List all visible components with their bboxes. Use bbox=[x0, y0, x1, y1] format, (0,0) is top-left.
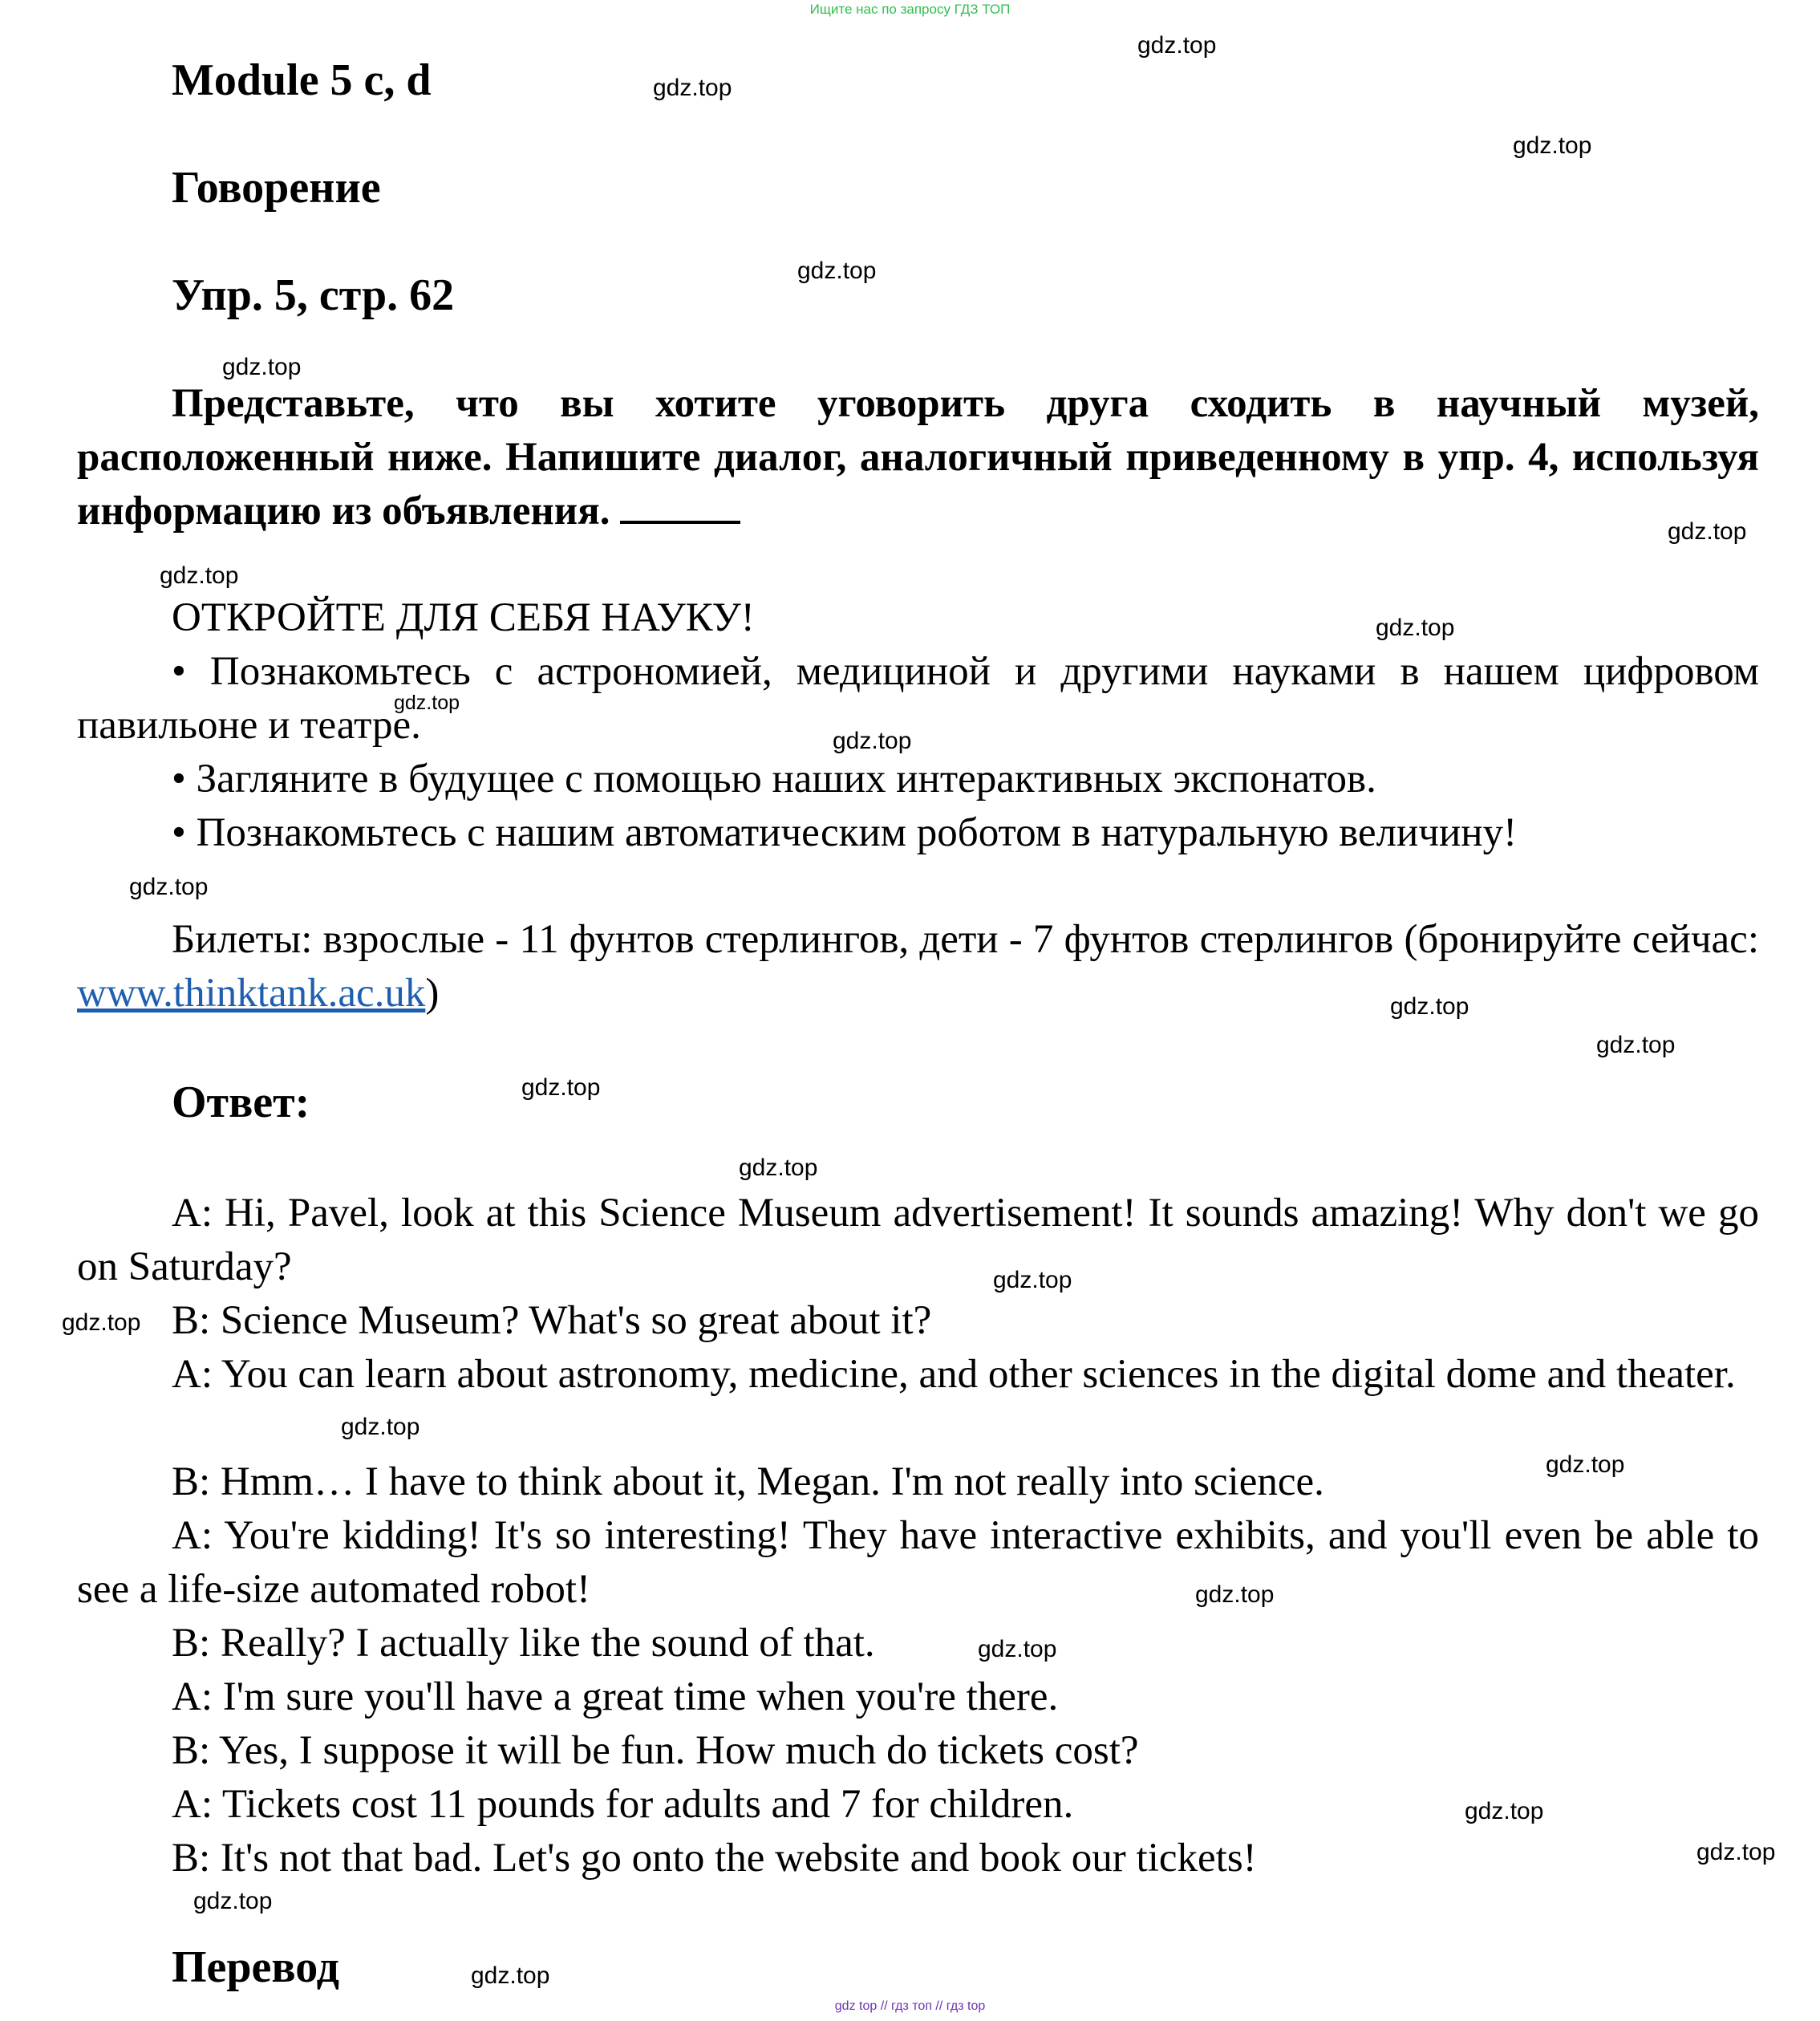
watermark: gdz.top bbox=[521, 1074, 601, 1101]
watermark: gdz.top bbox=[1546, 1451, 1625, 1478]
bottom-note: gdz top // гдз топ // гдз top bbox=[834, 1999, 986, 2013]
section-title: Говорение bbox=[172, 163, 381, 213]
watermark: gdz.top bbox=[394, 692, 460, 714]
answer-title: Ответ: bbox=[172, 1077, 310, 1127]
task-text: Представьте, что вы хотите уговорить друга сходить в научный музей, расположенный ниже. Напишите диалог, аналогичный приведенному в упр. 4, используя информацию из объявления. bbox=[77, 381, 1759, 534]
translation-title: Перевод bbox=[172, 1942, 339, 1992]
watermark: gdz.top bbox=[739, 1155, 818, 1181]
dialogue-line: A: I'm sure you'll have a great time when you're there. bbox=[172, 1674, 1059, 1719]
ad-tickets: Билеты: взрослые - 11 фунтов стерлингов, дети - 7 фунтов стерлингов (бронируйте сейчас: www.thinktank.ac.uk) bbox=[77, 917, 1759, 1016]
watermark: gdz.top bbox=[1376, 615, 1455, 641]
watermark: gdz.top bbox=[1390, 993, 1469, 1020]
watermark: gdz.top bbox=[129, 874, 209, 900]
dialogue-line: B: Science Museum? What's so great about it? bbox=[172, 1298, 932, 1343]
dialogue-line: B: Hmm… I have to think about it, Megan. I'm not really into science. bbox=[172, 1459, 1324, 1504]
watermark: gdz.top bbox=[1195, 1581, 1275, 1608]
dialogue-line: B: Really? I actually like the sound of that. bbox=[172, 1621, 875, 1666]
ad-bullet-3: • Познакомьтесь с нашим автоматическим роботом в натуральную величину! bbox=[172, 810, 1518, 855]
watermark: gdz.top bbox=[797, 258, 877, 284]
watermark: gdz.top bbox=[833, 728, 912, 754]
watermark: gdz.top bbox=[1668, 518, 1747, 545]
watermark: gdz.top bbox=[1596, 1032, 1676, 1058]
dialogue-line: A: You can learn about astronomy, medicine, and other sciences in the digital dome and theater. bbox=[172, 1352, 1736, 1397]
watermark: gdz.top bbox=[1137, 32, 1217, 59]
exercise-title: Упр. 5, стр. 62 bbox=[172, 270, 455, 320]
watermark: gdz.top bbox=[1696, 1839, 1776, 1865]
watermark: gdz.top bbox=[993, 1267, 1072, 1293]
watermark: gdz.top bbox=[653, 75, 732, 101]
dialogue-line: B: Yes, I suppose it will be fun. How much do tickets cost? bbox=[172, 1728, 1139, 1773]
watermark: gdz.top bbox=[978, 1636, 1057, 1662]
watermark: gdz.top bbox=[1513, 132, 1592, 159]
dialogue-line: A: Hi, Pavel, look at this Science Museum advertisement! It sounds amazing! Why don't we go on Saturday? bbox=[77, 1191, 1759, 1289]
watermark: gdz.top bbox=[471, 1962, 550, 1989]
watermark: gdz.top bbox=[222, 354, 302, 380]
watermark: gdz.top bbox=[341, 1414, 420, 1440]
module-title: Module 5 c, d bbox=[172, 55, 432, 105]
watermark: gdz.top bbox=[160, 562, 239, 589]
dialogue-line: A: You're kidding! It's so interesting! They have interactive exhibits, and you'll even be able to see a life-size automated robot! bbox=[77, 1513, 1759, 1612]
dialogue-line: B: It's not that bad. Let's go onto the website and book our tickets! bbox=[172, 1836, 1257, 1881]
watermark: gdz.top bbox=[62, 1309, 141, 1336]
dialogue-line: A: Tickets cost 11 pounds for adults and 7 for children. bbox=[172, 1782, 1074, 1827]
watermark: gdz.top bbox=[193, 1888, 273, 1914]
ad-title: ОТКРОЙТЕ ДЛЯ СЕБЯ НАУКУ! bbox=[172, 595, 755, 640]
ad-bullet-2: • Загляните в будущее с помощью наших интерактивных экспонатов. bbox=[172, 757, 1376, 802]
watermark: gdz.top bbox=[1465, 1798, 1544, 1824]
top-search-note: Ищите нас по запросу ГДЗ ТОП bbox=[809, 2, 1011, 17]
answer-blank bbox=[620, 489, 740, 524]
ad-bullet-1: • Познакомьтесь с астрономией, медициной и другими науками в нашем цифровом павильоне и театре. bbox=[77, 649, 1759, 748]
museum-website-link[interactable]: www.thinktank.ac.uk bbox=[77, 971, 426, 1016]
